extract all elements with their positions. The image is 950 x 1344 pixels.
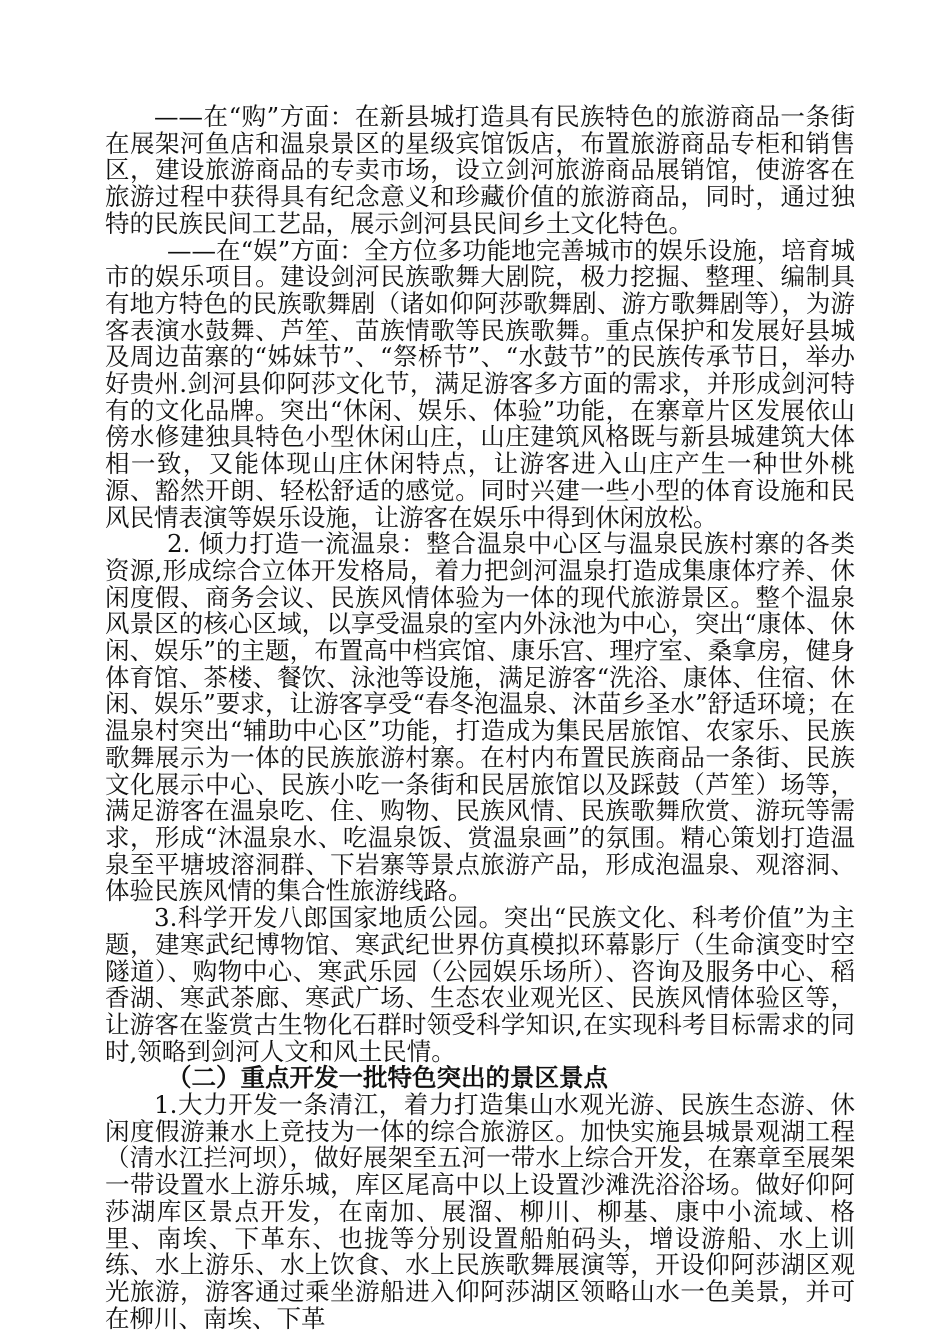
document-page [105,104,855,1332]
paragraph-shopping: ——在“购”方面：在新县城打造具有民族特色的旅游商品一条街在展架河鱼店和温泉景区的星级宾馆饭店，布置旅游商品专柜和销售区，建设旅游商品的专卖市场，设立剑河旅游商品展销馆，使游客在旅游过程中获得具有纪念意义和珍藏价值的旅游商品，同时，通过独特的民族民间工艺品，展示剑河县民间乡土文化特色。 [105,102,855,238]
paragraph-hot-spring: 2. 倾力打造一流温泉：整合温泉中心区与温泉民族村寨的各类资源,形成综合立体开发格局，着力把剑河温泉打造成集康体疗养、休闲度假、商务会议、民族风情体验为一体的现代旅游景区。整个温泉风景区的核心区域，以享受温泉的室内外泳池为中心，突出“康体、休闲、娱乐”的主题，布置高中档宾馆、康乐宫、理疗室、桑拿房，健身体育馆、茶楼、餐饮、泳池等设施，满足游客“洗浴、康体、住宿、休闲、娱乐”要求，让游客享受“春冬泡温泉、沐苗乡圣水”舒适环境；在温泉村突出“辅助中心区”功能，打造成为集民居旅馆、农家乐、民族歌舞展示为一体的民族旅游村寨。在村内布置民族商品一条街、民族文化展示中心、民族小吃一条街和民居旅馆以及踩鼓（芦笙）场等，满足游客在温泉吃、住、购物、民族风情、民族歌舞欣赏、游玩等需求，形成“沐温泉水、吃温泉饭、赏温泉画”的氛围。精心策划打造温泉至平塘坡溶洞群、下岩寨等景点旅游产品，形成泡温泉、观溶洞、体验民族风情的集合性旅游线路。 [105,529,855,906]
paragraph-entertainment: ——在“娱”方面：全方位多功能地完善城市的娱乐设施，培育城市的娱乐项目。建设剑河民族歌舞大剧院，极力挖掘、整理、编制具有地方特色的民族歌舞剧（诸如仰阿莎歌舞剧、游方歌舞剧等），为游客表演水鼓舞、芦笙、苗族情歌等民族歌舞。重点保护和发展好县城及周边苗寨的“姊妹节”、“祭桥节”、“水鼓节”的民族传承节日，举办好贵州.剑河县仰阿莎文化节，满足游客多方面的需求，并形成剑河特有的文化品牌。突出“休闲、娱乐、体验”功能，在寨章片区发展依山傍水修建独具特色小型休闲山庄，山庄建筑风格既与新县城建筑大体相一致，又能体现山庄休闲特点，让游客进入山庄产生一种世外桃源、豁然开朗、轻松舒适的感觉。同时兴建一些小型的体育设施和民风民情表演等娱乐设施，让游客在娱乐中得到休闲放松。 [105,235,855,532]
paragraph-qingjiang: 1.大力开发一条清江，着力打造集山水观光游、民族生态游、休闲度假游兼水上竞技为一体的综合旅游区。加快实施县城景观湖工程（清水江拦河坝），做好展架至五河一带水上综合开发，在寨章至展架一带设置水上游乐城，库区尾高中以上设置沙滩洗浴浴场。做好仰阿莎湖库区景点开发，在南加、展溜、柳川、柳基、康中小流域、格里、南埃、下革东、也拢等分别设置船舶码头，增设游船、水上训练、水上游乐、水上饮食、水上民族歌舞展演等，开设仰阿莎湖区观光旅游，游客通过乘坐游船进入仰阿莎湖区领略山水一色美景，并可在柳川、南埃、下革 [105,1090,855,1333]
section-heading: （二）重点开发一批特色突出的景区景点 [167,1063,608,1093]
paragraph-geopark: 3.科学开发八郎国家地质公园。突出“民族文化、科考价值”为主题，建寒武纪博物馆、寒武纪世界仿真模拟环幕影厅（生命演变时空隧道）、购物中心、寒武乐园（公园娱乐场所）、咨询及服务中心、稻香湖、寒武茶廊、寒武广场、生态农业观光区、民族风情体验区等，让游客在鉴赏古生物化石群时领受科学知识,在实现科考目标需求的同时,领略到剑河人文和风土民情。 [105,903,855,1066]
